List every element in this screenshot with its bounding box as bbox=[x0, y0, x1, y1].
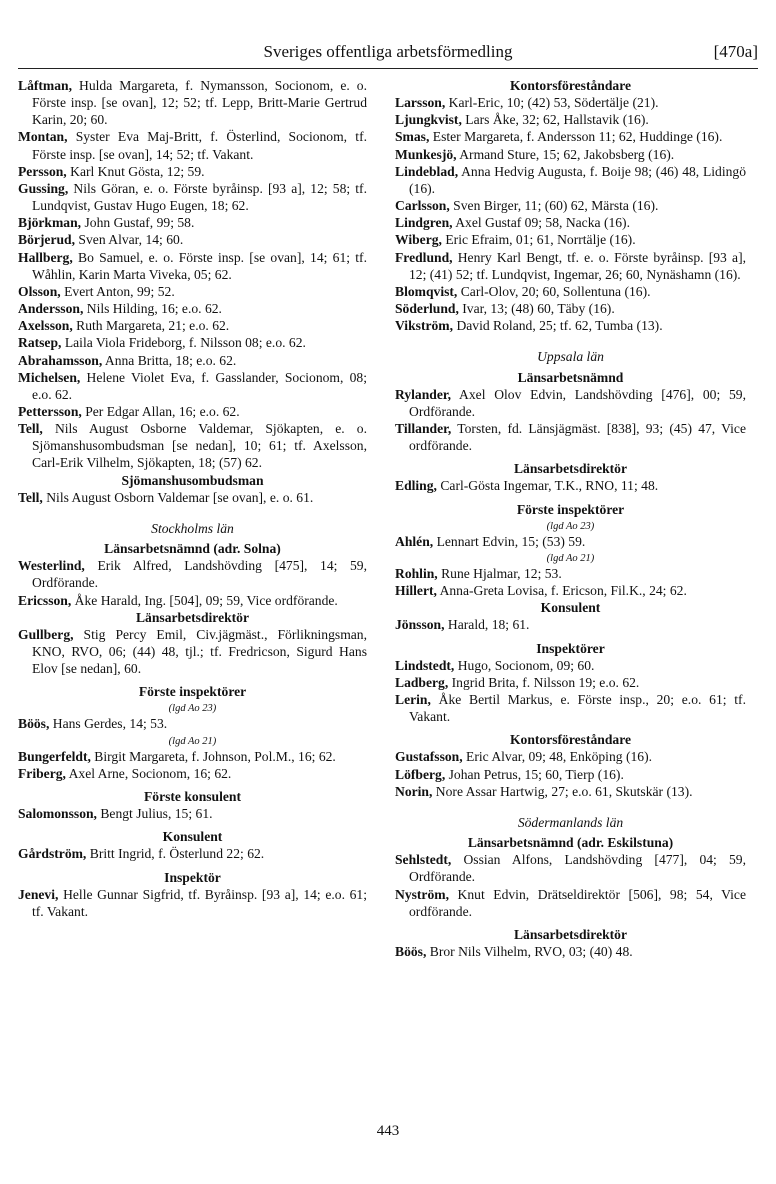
directory-entry bbox=[18, 403, 367, 420]
directory-entry bbox=[395, 197, 746, 214]
section-heading: Länsarbetsnämnd (adr. Eskilstuna) bbox=[467, 835, 674, 851]
entry-name: Persson, bbox=[18, 163, 67, 179]
directory-entry bbox=[395, 420, 746, 454]
directory-entry bbox=[18, 128, 367, 162]
entry-details: Ester Margareta, f. Andersson 11; 62, Huddinge (16). bbox=[432, 129, 723, 145]
page-number: 443 bbox=[376, 1123, 400, 1139]
directory-entry bbox=[395, 565, 746, 582]
directory-entry bbox=[395, 283, 746, 300]
entry-name: Vikström, bbox=[395, 318, 454, 334]
section-heading: Förste inspektörer bbox=[138, 684, 247, 700]
directory-entry bbox=[395, 533, 746, 550]
entry-name: Jönsson, bbox=[395, 617, 445, 633]
entry-details: Henry Karl Bengt, tf. e. o. Förste byråinsp. [93 a], 12; (41) 52; tf. Lundqvist, Ingemar, 26; 60, Nynäshamn (16). bbox=[409, 249, 746, 282]
entry-details: Harald, 18; 61. bbox=[447, 617, 530, 633]
entry-name: Söderlund, bbox=[395, 301, 459, 317]
county-heading: Uppsala län bbox=[537, 349, 604, 365]
entry-details: Anna-Greta Lovisa, f. Ericson, Fil.K., 24; 62. bbox=[439, 583, 687, 599]
entry-name: Pettersson, bbox=[18, 403, 82, 419]
entry-name: Låftman, bbox=[18, 78, 72, 93]
grade-note: (lgd Ao 23) bbox=[546, 520, 595, 532]
grade-note: (lgd Ao 21) bbox=[168, 735, 217, 747]
directory-entry bbox=[18, 748, 367, 765]
entry-details: Hulda Margareta, f. Nymansson, Socionom, e. o. Förste insp. [se ovan], 12; 52; tf. Lepp, Britt-Marie Gertrud Karin, 20; 60. bbox=[32, 78, 367, 128]
entry-details: Karl Knut Gösta, 12; 59. bbox=[70, 163, 205, 179]
entry-details: Sven Birger, 11; (60) 62, Märsta (16). bbox=[453, 198, 659, 214]
directory-entry bbox=[395, 111, 746, 128]
entry-name: Fredlund, bbox=[395, 249, 453, 265]
directory-entry bbox=[395, 691, 746, 725]
entry-details: Axel Olov Edvin, Landshövding [476], 00; 59, Ordförande. bbox=[409, 386, 746, 419]
section-heading: Förste inspektörer bbox=[516, 501, 625, 517]
entry-details: Syster Eva Maj-Britt, f. Österlind, Socionom, tf. Förste insp. [se ovan], 14; 52; tf. Vakant. bbox=[32, 129, 367, 162]
entry-name: Sehlstedt, bbox=[395, 852, 452, 868]
directory-entry bbox=[395, 317, 746, 334]
directory-entry bbox=[395, 674, 746, 691]
section-heading: Inspektörer bbox=[536, 640, 605, 656]
section-heading: Länsarbetsdirektör bbox=[513, 926, 628, 942]
entry-name: Salomonsson, bbox=[18, 806, 97, 822]
directory-entry bbox=[18, 214, 367, 231]
entry-name: Rylander, bbox=[395, 386, 452, 402]
entry-details: Helle Gunnar Sigfrid, tf. Byråinsp. [93 a], 14; e.o. 61; tf. Vakant. bbox=[32, 886, 367, 919]
entry-name: Larsson, bbox=[395, 95, 446, 111]
directory-entry bbox=[18, 420, 367, 471]
entry-details: Anna Britta, 18; e.o. 62. bbox=[104, 352, 237, 368]
directory-entry bbox=[395, 657, 746, 674]
directory-entry bbox=[395, 94, 746, 111]
section-heading: Inspektör bbox=[164, 869, 221, 885]
entry-name: Axelsson, bbox=[18, 318, 73, 334]
directory-entry bbox=[395, 249, 746, 283]
entry-name: Gussing, bbox=[18, 180, 69, 196]
entry-name: Löfberg, bbox=[395, 766, 446, 782]
entry-details: Åke Bertil Markus, e. Förste insp., 20; e.o. 61; tf. Vakant. bbox=[409, 692, 746, 725]
section-code: [470a] bbox=[713, 42, 758, 61]
section-heading: Kontorsföreståndare bbox=[509, 732, 632, 748]
entry-name: Montan, bbox=[18, 129, 68, 145]
entry-details: Bengt Julius, 15; 61. bbox=[100, 806, 213, 822]
directory-entry bbox=[395, 766, 746, 783]
entry-details: Hans Gerdes, 14; 53. bbox=[52, 716, 168, 732]
entry-name: Jenevi, bbox=[18, 886, 59, 902]
entry-details: Ingrid Brita, f. Nilsson 19; e.o. 62. bbox=[451, 674, 640, 690]
entry-name: Blomqvist, bbox=[395, 283, 458, 299]
directory-entry bbox=[18, 626, 367, 677]
entry-details: Nils August Osborne Valdemar, Sjökapten, e. o. Sjömanshusombudsman [se nedan], 10; 61; tf. Axelsson, Carl-Erik Vilhelm, Sjökapten, 18; (57) 62. bbox=[32, 421, 367, 471]
directory-entry bbox=[18, 77, 367, 128]
entry-details: Torsten, fd. Länsjägmäst. [838], 93; (45) 47, Vice ordförande. bbox=[409, 420, 746, 454]
entry-details: Laila Viola Frideborg, f. Nilsson 08; e.o. 62. bbox=[64, 335, 306, 351]
entry-name: Wiberg, bbox=[395, 232, 442, 248]
entry-details: John Gustaf, 99; 58. bbox=[84, 215, 195, 231]
entry-name: Westerlind, bbox=[18, 558, 85, 574]
directory-entry bbox=[18, 765, 367, 782]
entry-details: Ruth Margareta, 21; e.o. 62. bbox=[76, 318, 230, 334]
directory-entry bbox=[395, 477, 746, 494]
entry-name: Lerin, bbox=[395, 692, 431, 707]
directory-entry bbox=[18, 163, 367, 180]
entry-name: Hallberg, bbox=[18, 249, 73, 265]
entry-name: Michelsen, bbox=[18, 369, 81, 385]
entry-details: Karl-Eric, 10; (42) 53, Södertälje (21). bbox=[448, 95, 659, 111]
entry-name: Lindgren, bbox=[395, 215, 453, 231]
entry-name: Gårdström, bbox=[18, 846, 87, 862]
directory-entry bbox=[18, 334, 367, 351]
entry-details: Nils Göran, e. o. Förste byråinsp. [93 a], 12; 58; tf. Lundqvist, Gustav Hugo Eugen, 18; 62. bbox=[32, 180, 367, 214]
entry-details: Lennart Edvin, 15; (53) 59. bbox=[436, 533, 586, 549]
page-header bbox=[18, 40, 758, 69]
entry-details: Johan Petrus, 15; 60, Tierp (16). bbox=[448, 766, 624, 782]
section-heading: Kontorsföreståndare bbox=[509, 78, 632, 93]
entry-name: Munkesjö, bbox=[395, 146, 457, 162]
directory-entry bbox=[395, 582, 746, 599]
entry-details: Axel Arne, Socionom, 16; 62. bbox=[68, 765, 232, 781]
entry-name: Edling, bbox=[395, 478, 437, 494]
entry-details: Stig Percy Emil, Civ.jägmäst., Förlikningsman, KNO, RVO, 06; (44) 48, tjl.; tf. Fredricson, Sigurd Hans Elov [se nedan], 60. bbox=[32, 626, 367, 677]
directory-entry bbox=[395, 616, 746, 633]
entry-name: Lindeblad, bbox=[395, 163, 459, 179]
entry-details: Birgit Margareta, f. Johnson, Pol.M., 16; 62. bbox=[94, 748, 336, 764]
entry-name: Lindstedt, bbox=[395, 657, 455, 673]
entry-name: Böös, bbox=[395, 944, 427, 960]
directory-entry bbox=[395, 231, 746, 248]
entry-name: Tell, bbox=[18, 421, 43, 437]
directory-entry bbox=[395, 214, 746, 231]
directory-entry bbox=[18, 715, 367, 732]
entry-details: Nils Hilding, 16; e.o. 62. bbox=[86, 301, 222, 317]
entry-details: Anna Hedvig Augusta, f. Boije 98; (46) 48, Lidingö (16). bbox=[409, 163, 746, 196]
entry-name: Tillander, bbox=[395, 420, 452, 436]
left-column bbox=[18, 77, 367, 920]
grade-note: (lgd Ao 23) bbox=[168, 703, 217, 715]
entry-name: Gustafsson, bbox=[395, 749, 463, 765]
entry-details: Britt Ingrid, f. Österlund 22; 62. bbox=[89, 846, 265, 862]
entry-details: Bo Samuel, e. o. Förste insp. [se ovan], 14; 61; tf. Wåhlin, Karin Marta Viveka, 05; 62. bbox=[32, 249, 367, 282]
entry-name: Bungerfeldt, bbox=[18, 748, 91, 764]
entry-details: Knut Edvin, Drätseldirektör [506], 98; 54, Vice ordförande. bbox=[409, 886, 746, 919]
directory-entry bbox=[395, 748, 746, 765]
directory-entry bbox=[395, 128, 746, 145]
directory-entry bbox=[395, 783, 746, 800]
directory-entry bbox=[395, 163, 746, 197]
county-heading: Stockholms län bbox=[151, 520, 234, 536]
section-heading: Länsarbetsdirektör bbox=[513, 461, 628, 477]
entry-details: David Roland, 25; tf. 62, Tumba (13). bbox=[456, 318, 663, 334]
directory-entry bbox=[395, 386, 746, 420]
entry-name: Norin, bbox=[395, 783, 433, 799]
directory-entry bbox=[395, 300, 746, 317]
entry-details: Evert Anton, 99; 52. bbox=[64, 283, 175, 299]
county-heading: Södermanlands län bbox=[517, 814, 624, 830]
entry-details: Carl-Olov, 20; 60, Sollentuna (16). bbox=[460, 283, 651, 299]
directory-entry bbox=[18, 369, 367, 403]
directory-entry bbox=[18, 592, 367, 609]
entry-name: Smas, bbox=[395, 129, 430, 145]
directory-entry bbox=[18, 180, 367, 214]
directory-entry bbox=[395, 886, 746, 920]
directory-entry bbox=[18, 317, 367, 334]
entry-name: Ladberg, bbox=[395, 674, 449, 690]
section-heading: Länsarbetsdirektör bbox=[135, 609, 250, 625]
section-heading: Konsulent bbox=[162, 829, 223, 845]
entry-name: Friberg, bbox=[18, 765, 66, 781]
entry-name: Börjerud, bbox=[18, 232, 76, 248]
entry-details: Armand Sture, 15; 62, Jakobsberg (16). bbox=[459, 146, 675, 162]
entry-details: Ivar, 13; (48) 60, Täby (16). bbox=[462, 301, 615, 317]
entry-details: Åke Harald, Ing. [504], 09; 59, Vice ordförande. bbox=[74, 592, 338, 608]
entry-details: Per Edgar Allan, 16; e.o. 62. bbox=[85, 403, 240, 419]
entry-name: Abrahamsson, bbox=[18, 352, 103, 368]
entry-details: Rune Hjalmar, 12; 53. bbox=[441, 565, 562, 581]
entry-name: Rohlin, bbox=[395, 565, 438, 581]
section-heading: Länsarbetsnämnd (adr. Solna) bbox=[104, 541, 281, 557]
entry-name: Hillert, bbox=[395, 583, 437, 599]
entry-name: Carlsson, bbox=[395, 198, 450, 214]
directory-entry bbox=[395, 146, 746, 163]
entry-details: Eric Efraim, 01; 61, Norrtälje (16). bbox=[445, 232, 636, 248]
directory-entry bbox=[395, 943, 746, 960]
directory-entry bbox=[18, 845, 367, 862]
entry-name: Gullberg, bbox=[18, 626, 74, 642]
entry-details: Bror Nils Vilhelm, RVO, 03; (40) 48. bbox=[429, 944, 633, 960]
entry-name: Tell, bbox=[18, 489, 43, 505]
section-heading: Förste konsulent bbox=[143, 788, 242, 804]
directory-entry bbox=[18, 886, 367, 920]
entry-name: Nyström, bbox=[395, 886, 449, 902]
entry-details: Nore Assar Hartwig, 27; e.o. 61, Skutskär (13). bbox=[435, 783, 693, 799]
entry-details: Hugo, Socionom, 09; 60. bbox=[457, 657, 595, 673]
entry-details: Helene Violet Eva, f. Gasslander, Socionom, 08; e.o. 62. bbox=[32, 369, 368, 402]
directory-entry bbox=[18, 283, 367, 300]
directory-entry bbox=[18, 231, 367, 248]
directory-entry bbox=[18, 489, 367, 506]
directory-entry bbox=[18, 300, 367, 317]
entry-name: Olsson, bbox=[18, 283, 61, 299]
entry-name: Björkman, bbox=[18, 215, 82, 231]
right-column bbox=[395, 77, 746, 960]
entry-details: Carl-Gösta Ingemar, T.K., RNO, 11; 48. bbox=[440, 478, 659, 494]
entry-details: Axel Gustaf 09; 58, Nacka (16). bbox=[455, 215, 630, 231]
directory-entry bbox=[395, 851, 746, 885]
entry-details: Nils August Osborn Valdemar [se ovan], e. o. 61. bbox=[46, 489, 314, 505]
directory-entry bbox=[18, 352, 367, 369]
entry-details: Lars Åke, 32; 62, Hallstavik (16). bbox=[465, 112, 649, 128]
entry-name: Böös, bbox=[18, 716, 50, 732]
entry-name: Andersson, bbox=[18, 301, 84, 317]
entry-name: Ericsson, bbox=[18, 592, 72, 608]
entry-name: Ljungkvist, bbox=[395, 112, 462, 128]
running-title: Sveriges offentliga arbetsförmedling bbox=[263, 42, 513, 61]
section-heading: Sjömanshusombudsman bbox=[121, 472, 264, 488]
entry-name: Ahlén, bbox=[395, 533, 434, 549]
entry-details: Erik Alfred, Landshövding [475], 14; 59, Ordförande. bbox=[32, 558, 367, 591]
entry-details: Eric Alvar, 09; 48, Enköping (16). bbox=[466, 749, 652, 765]
entry-details: Ossian Alfons, Landshövding [477], 04; 59, Ordförande. bbox=[409, 852, 746, 885]
entry-details: Sven Alvar, 14; 60. bbox=[78, 232, 184, 248]
directory-entry bbox=[18, 249, 367, 283]
entry-name: Ratsep, bbox=[18, 335, 62, 351]
grade-note: (lgd Ao 21) bbox=[546, 552, 595, 564]
directory-entry bbox=[18, 557, 367, 591]
directory-entry bbox=[18, 805, 367, 822]
section-heading: Länsarbetsnämnd bbox=[517, 369, 624, 385]
section-heading: Konsulent bbox=[540, 600, 601, 616]
